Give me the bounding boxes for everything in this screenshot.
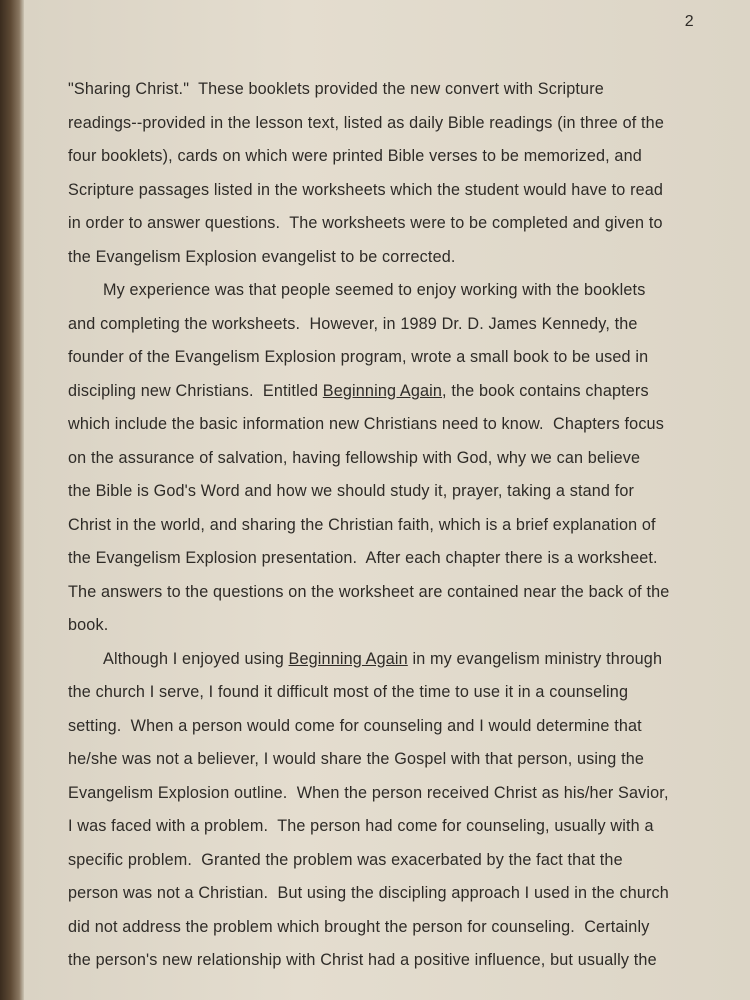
- text-line: [68, 140, 708, 174]
- text-line: [68, 676, 708, 710]
- text-segment: Scripture passages listed in the worksheets which the student would have to read: [68, 180, 664, 199]
- book-title: Beginning Again: [322, 381, 443, 400]
- text-line: [68, 308, 708, 342]
- text-line: [68, 375, 708, 409]
- text-segment: did not address the problem which brought the person for counseling. Certainly: [68, 917, 650, 936]
- text-line: [68, 442, 708, 476]
- text-line: [68, 810, 708, 844]
- text-segment: the person's new relationship with Christ had a positive influence, but usually the: [68, 951, 657, 969]
- paragraph: [68, 73, 708, 274]
- book-title: Beginning Again: [288, 649, 408, 668]
- text-segment: which include the basic information new Christians need to know. Chapters focus: [68, 415, 664, 433]
- paragraph: [68, 643, 708, 978]
- text-segment: specific problem. Granted the problem was exacerbated by the fact that the: [68, 850, 623, 869]
- text-line: [68, 207, 708, 241]
- text-segment: founder of the Evangelism Explosion program, wrote a small book to be used in: [68, 348, 649, 366]
- text-line: [68, 274, 708, 308]
- text-segment: "Sharing Christ." These booklets provided the new convert with Scripture: [68, 80, 604, 98]
- paragraph: [68, 274, 708, 643]
- text-line: [68, 710, 708, 744]
- text-line: [68, 743, 708, 777]
- text-segment: and completing the worksheets. However, in 1989 Dr. D. James Kennedy, the: [68, 314, 638, 333]
- text-segment: the Evangelism Explosion evangelist to be corrected.: [68, 247, 456, 266]
- text-segment: the Bible is God's Word and how we should study it, prayer, taking a stand for: [68, 482, 635, 500]
- text-segment: on the assurance of salvation, having fellowship with God, why we can believe: [68, 448, 641, 467]
- text-segment: the Evangelism Explosion presentation. After each chapter there is a worksheet.: [68, 549, 658, 567]
- body-text: [68, 73, 708, 978]
- text-line: [68, 877, 708, 911]
- text-segment: four booklets), cards on which were printed Bible verses to be memorized, and: [68, 147, 642, 165]
- text-line: [68, 576, 708, 610]
- text-segment: setting. When a person would come for counseling and I would determine that: [68, 716, 642, 735]
- text-segment: , the book contains chapters: [442, 381, 649, 400]
- text-line: [68, 911, 708, 945]
- text-segment: person was not a Christian. But using the discipling approach I used in the church: [68, 884, 669, 902]
- text-segment: in order to answer questions. The worksheets were to be completed and given to: [68, 214, 663, 232]
- text-segment: I was faced with a problem. The person had come for counseling, usually with a: [68, 817, 654, 835]
- text-line: [68, 777, 708, 811]
- text-line: [68, 341, 708, 375]
- text-segment: the church I serve, I found it difficult most of the time to use it in a counseling: [68, 683, 629, 701]
- text-segment: book.: [68, 616, 109, 634]
- text-line: [68, 107, 708, 141]
- page-number: 2: [684, 13, 694, 30]
- text-segment: Christ in the world, and sharing the Christian faith, which is a brief explanation of: [68, 515, 656, 534]
- text-segment: in my evangelism ministry through: [407, 649, 663, 668]
- text-segment: readings--provided in the lesson text, listed as daily Bible readings (in three of the: [68, 113, 664, 132]
- text-segment: Evangelism Explosion outline. When the person received Christ as his/her Savior,: [68, 783, 669, 802]
- text-segment: My experience was that people seemed to enjoy working with the booklets: [103, 281, 646, 299]
- text-line: [68, 944, 708, 978]
- text-segment: Although I enjoyed using: [103, 649, 289, 668]
- text-segment: discipling new Christians. Entitled: [68, 381, 323, 400]
- text-line: [68, 542, 708, 576]
- text-line: [68, 73, 708, 107]
- text-segment: he/she was not a believer, I would share the Gospel with that person, using the: [68, 750, 645, 768]
- text-line: [68, 509, 708, 543]
- text-line: [68, 408, 708, 442]
- text-line: [68, 609, 708, 643]
- text-line: [68, 475, 708, 509]
- text-line: [68, 241, 708, 275]
- book-binding-edge: [0, 0, 24, 1000]
- text-line: [68, 174, 708, 208]
- text-segment: The answers to the questions on the worksheet are contained near the back of the: [68, 582, 670, 601]
- text-line: [68, 643, 708, 677]
- text-line: [68, 844, 708, 878]
